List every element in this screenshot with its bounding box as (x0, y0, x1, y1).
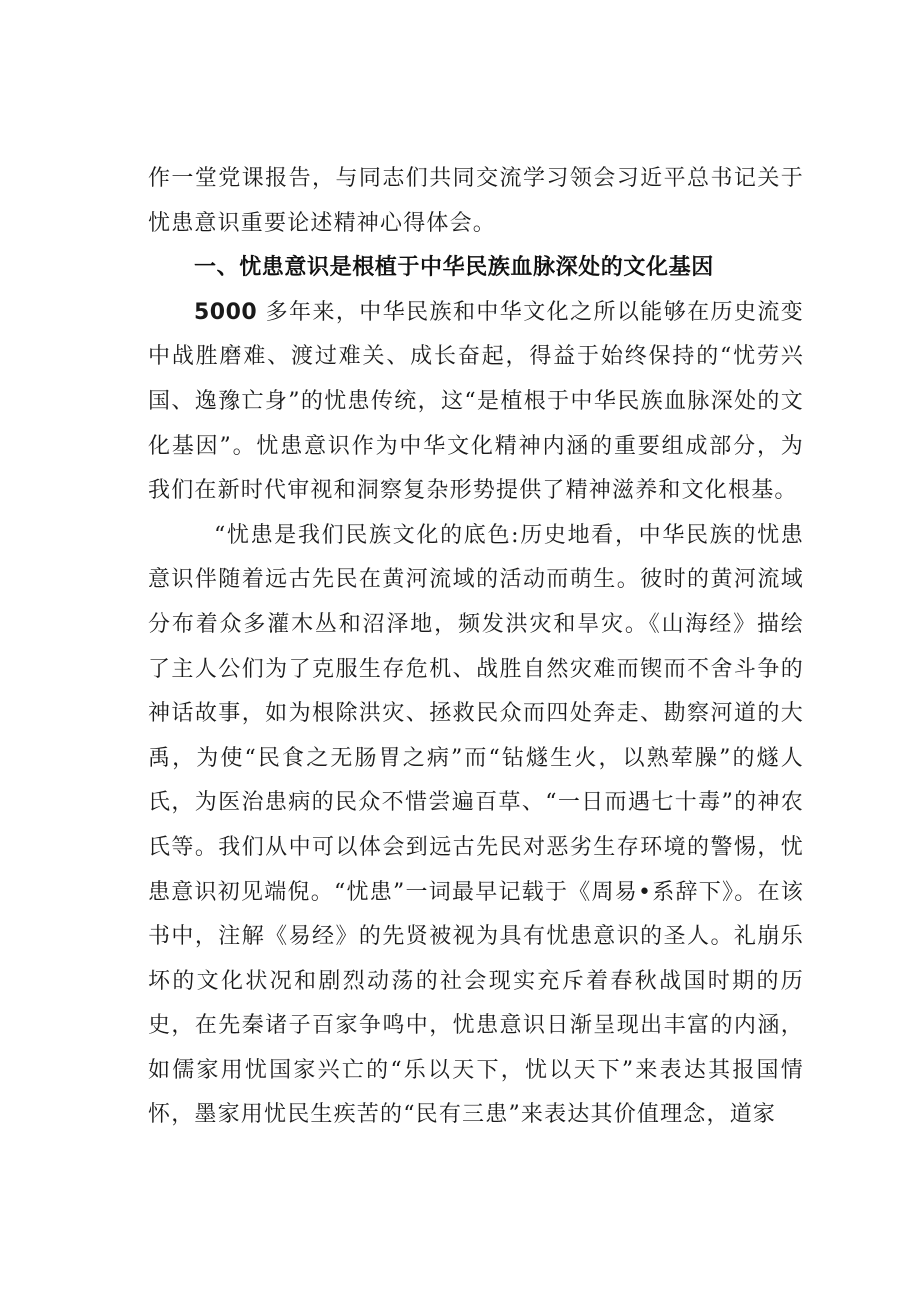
intro-paragraph: 作一堂党课报告，与同志们共同交流学习领会习近平总书记关于忧患意识重要论述精神心得体会。 (148, 166, 804, 236)
lead-number: 5000 (194, 299, 258, 325)
paragraph-history (148, 291, 804, 514)
paragraph-history-text: 多年来，中华民族和中华文化之所以能够在历史流变中战胜磨难、渡过难关、成长奋起，得益于始终保持的“忧劳兴国、逸豫亡身”的忧患传统，这“是植根于中华民族血脉深处的文化基因”。忧患意识作为中华文化精神内涵的重要组成部分，为我们在新时代审视和洞察复杂形势提供了精神滋养和文化根基。 (148, 299, 804, 504)
section-heading: 一、忧患意识是根植于中华民族血脉深处的文化基因 (194, 255, 714, 281)
paragraph-cultural-background: “忧患是我们民族文化的底色:历史地看，中华民族的忧患意识伴随着远古先民在黄河流域的活动而萌生。彼时的黄河流域分布着众多灌木丛和沼泽地，频发洪灾和旱灾。《山海经》描绘了主人公们为了克服生存危机、战胜自然灾难而锲而不舍斗争的神话故事，如为根除洪灾、拯救民众而四处奔走、勘察河道的大禹，为使“民食之无肠胃之病”而“钻燧生火，以熟荤臊”的燧人氏，为医治患病的民众不惜尝遍百草、“一日而遇七十毒”的神农氏等。我们从中可以体会到远古先民对恶劣生存环境的警惕，忧患意识初见端倪。“忧患”一词最早记载于《周易•系辞下》。在该书中，注解《易经》的先贤被视为具有忧患意识的圣人。礼崩乐坏的文化状况和剧烈动荡的社会现实充斥着春秋战国时期的历史，在先秦诸子百家争鸣中，忧患意识日渐呈现出丰富的内涵，如儒家用忧国家兴亡的“乐以天下，忧以天下”来表达其报国情怀，墨家用忧民生疾苦的“民有三患”来表达其价值理念，道家 (148, 522, 804, 1128)
document-body (148, 157, 804, 1138)
